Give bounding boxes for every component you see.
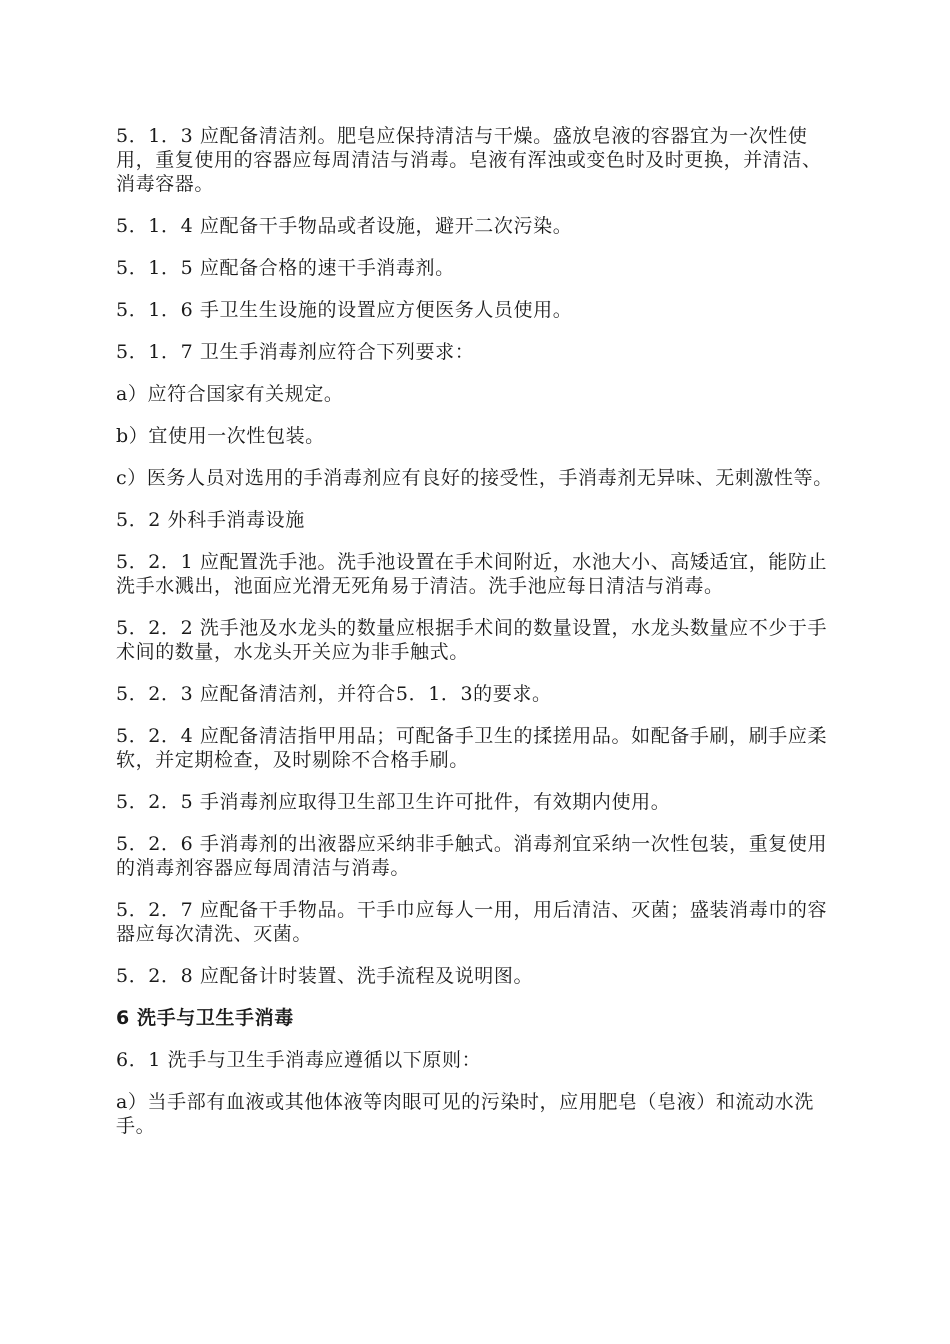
document-body [116, 124, 836, 1156]
list-item-a: a）应符合国家有关规定。 [116, 383, 344, 405]
clause-5-1-6: 5．1．6 手卫生生设施的设置应方便医务人员使用。 [116, 299, 573, 321]
clause-5-2-5: 5．2．5 手消毒剂应取得卫生部卫生许可批件，有效期内使用。 [116, 791, 671, 813]
clause-5-2-4: 5．2．4 应配备清洁指甲用品；可配备手卫生的揉搓用品。如配备手刷，刷手应柔软，并定期检查，及时剔除不合格手刷。 [116, 725, 828, 771]
clause-5-2-1: 5．2．1 应配置洗手池。洗手池设置在手术间附近，水池大小、高矮适宜，能防止洗手水溅出，池面应光滑无死角易于清洁。洗手池应每日清洁与消毒。 [116, 551, 828, 597]
clause-5-1-7: 5．1．7 卫生手消毒剂应符合下列要求： [116, 341, 475, 363]
clause-5-1-4: 5．1．4 应配备干手物品或者设施，避开二次污染。 [116, 215, 573, 237]
list-item-a-6: a）当手部有血液或其他体液等肉眼可见的污染时，应用肥皂（皂液）和流动水洗手。 [116, 1091, 814, 1137]
list-item-b: b）宜使用一次性包装。 [116, 425, 325, 447]
clause-5-1-5: 5．1．5 应配备合格的速干手消毒剂。 [116, 257, 455, 279]
clause-5-2-6: 5．2．6 手消毒剂的出液器应采纳非手触式。消毒剂宜采纳一次性包装，重复使用的消毒剂容器应每周清洁与消毒。 [116, 833, 828, 879]
clause-6-1: 6．1 洗手与卫生手消毒应遵循以下原则： [116, 1049, 482, 1071]
clause-5-2-3: 5．2．3 应配备清洁剂，并符合5．1．3的要求。 [116, 683, 552, 705]
clause-5-2-2: 5．2．2 洗手池及水龙头的数量应根据手术间的数量设置，水龙头数量应不少于手术间的数量，水龙头开关应为非手触式。 [116, 617, 828, 663]
list-item-c: c）医务人员对选用的手消毒剂应有良好的接受性，手消毒剂无异味、无刺激性等。 [116, 467, 833, 489]
clause-5-1-3: 5．1．3 应配备清洁剂。肥皂应保持清洁与干燥。盛放皂液的容器宜为一次性使用，重复使用的容器应每周清洁与消毒。皂液有浑浊或变色时及时更换，并清洁、消毒容器。 [116, 125, 822, 195]
section-6-heading: 6 洗手与卫生手消毒 [116, 1007, 294, 1029]
clause-5-2-8: 5．2．8 应配备计时装置、洗手流程及说明图。 [116, 965, 534, 987]
section-5-2-title: 5．2 外科手消毒设施 [116, 509, 305, 531]
clause-5-2-7: 5．2．7 应配备干手物品。干手巾应每人一用，用后清洁、灭菌；盛装消毒巾的容器应每次清洗、灭菌。 [116, 899, 828, 945]
